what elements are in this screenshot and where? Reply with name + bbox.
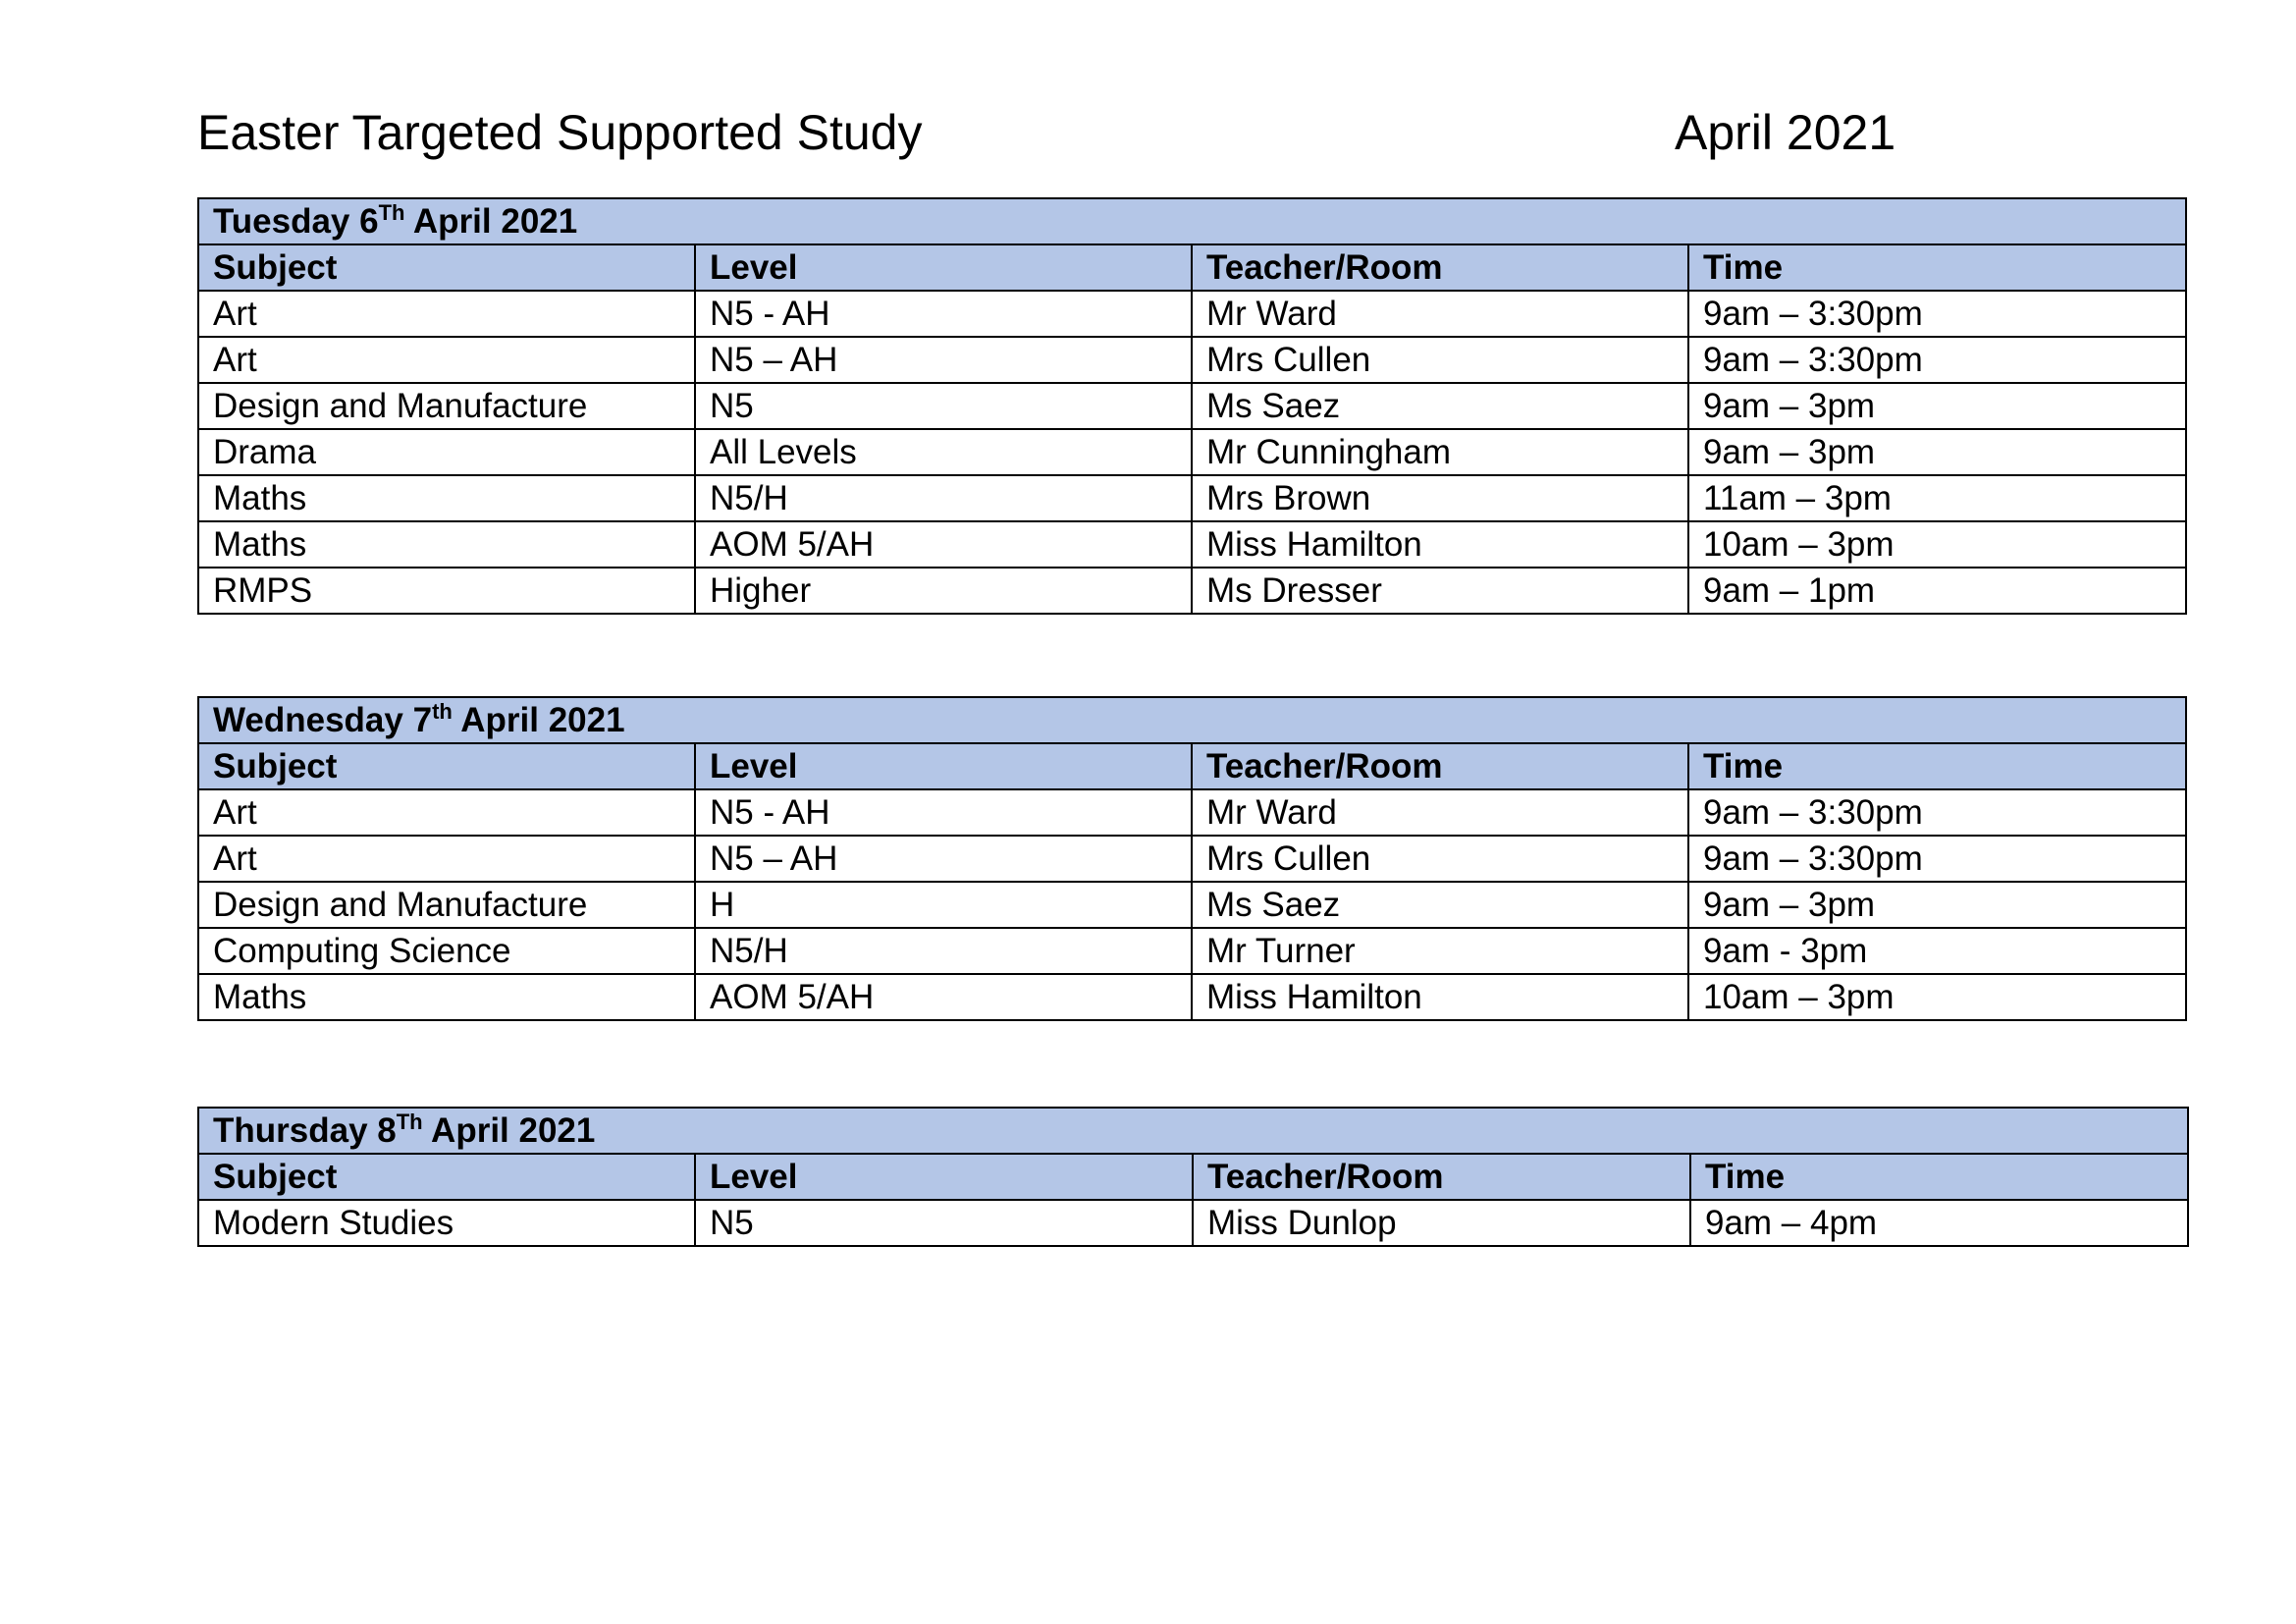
time-cell: 9am – 3:30pm <box>1688 789 2186 836</box>
subject-cell: Modern Studies <box>198 1200 695 1246</box>
teacher-cell: Mrs Cullen <box>1192 836 1688 882</box>
table-row <box>198 475 2186 521</box>
teacher-cell: Miss Hamilton <box>1192 521 1688 568</box>
level-cell: Higher <box>695 568 1192 614</box>
subject-cell: Art <box>198 836 695 882</box>
time-cell: 9am – 3pm <box>1688 383 2186 429</box>
day-header-row <box>198 198 2186 244</box>
level-cell: N5 – AH <box>695 337 1192 383</box>
time-cell: 9am – 3:30pm <box>1688 836 2186 882</box>
teacher-cell: Ms Saez <box>1192 882 1688 928</box>
document-title: Easter Targeted Supported Study <box>197 105 923 160</box>
day-heading: Thursday 8Th April 2021 <box>198 1108 2188 1154</box>
time-cell: 9am – 3:30pm <box>1688 337 2186 383</box>
subject-cell: Drama <box>198 429 695 475</box>
teacher-cell: Mrs Brown <box>1192 475 1688 521</box>
teacher-cell: Mrs Cullen <box>1192 337 1688 383</box>
subject-cell: Maths <box>198 974 695 1020</box>
teacher-cell: Miss Hamilton <box>1192 974 1688 1020</box>
schedule-table-wednesday <box>197 696 2187 1021</box>
document-date: April 2021 <box>1675 105 1896 160</box>
column-header-teacher-room: Teacher/Room <box>1192 244 1688 291</box>
schedule-table-thursday <box>197 1107 2189 1247</box>
level-cell: AOM 5/AH <box>695 974 1192 1020</box>
schedule-table-tuesday <box>197 197 2187 615</box>
column-header-teacher-room: Teacher/Room <box>1193 1154 1690 1200</box>
table-row <box>198 789 2186 836</box>
column-header-row <box>198 244 2186 291</box>
time-cell: 9am - 3pm <box>1688 928 2186 974</box>
time-cell: 10am – 3pm <box>1688 521 2186 568</box>
subject-cell: Maths <box>198 521 695 568</box>
level-cell: N5 - AH <box>695 789 1192 836</box>
subject-cell: RMPS <box>198 568 695 614</box>
level-cell: All Levels <box>695 429 1192 475</box>
teacher-cell: Mr Turner <box>1192 928 1688 974</box>
table-row <box>198 337 2186 383</box>
time-cell: 9am – 3pm <box>1688 429 2186 475</box>
level-cell: N5/H <box>695 475 1192 521</box>
table-row <box>198 882 2186 928</box>
table-row <box>198 429 2186 475</box>
subject-cell: Maths <box>198 475 695 521</box>
table-row <box>198 568 2186 614</box>
time-cell: 9am – 1pm <box>1688 568 2186 614</box>
table-row <box>198 521 2186 568</box>
subject-cell: Design and Manufacture <box>198 383 695 429</box>
column-header-subject: Subject <box>198 244 695 291</box>
teacher-cell: Ms Dresser <box>1192 568 1688 614</box>
subject-cell: Design and Manufacture <box>198 882 695 928</box>
level-cell: N5/H <box>695 928 1192 974</box>
column-header-row <box>198 743 2186 789</box>
level-cell: AOM 5/AH <box>695 521 1192 568</box>
subject-cell: Art <box>198 291 695 337</box>
table-row <box>198 1200 2188 1246</box>
table-row <box>198 974 2186 1020</box>
table-row <box>198 291 2186 337</box>
time-cell: 9am – 3:30pm <box>1688 291 2186 337</box>
teacher-cell: Miss Dunlop <box>1193 1200 1690 1246</box>
table-row <box>198 383 2186 429</box>
subject-cell: Computing Science <box>198 928 695 974</box>
day-heading: Tuesday 6Th April 2021 <box>198 198 2186 244</box>
column-header-subject: Subject <box>198 743 695 789</box>
teacher-cell: Ms Saez <box>1192 383 1688 429</box>
day-heading: Wednesday 7th April 2021 <box>198 697 2186 743</box>
teacher-cell: Mr Ward <box>1192 789 1688 836</box>
teacher-cell: Mr Ward <box>1192 291 1688 337</box>
column-header-level: Level <box>695 244 1192 291</box>
day-header-row <box>198 1108 2188 1154</box>
day-header-row <box>198 697 2186 743</box>
level-cell: N5 <box>695 1200 1193 1246</box>
time-cell: 11am – 3pm <box>1688 475 2186 521</box>
time-cell: 9am – 4pm <box>1690 1200 2188 1246</box>
column-header-row <box>198 1154 2188 1200</box>
column-header-time: Time <box>1688 244 2186 291</box>
column-header-time: Time <box>1690 1154 2188 1200</box>
table-row <box>198 928 2186 974</box>
column-header-time: Time <box>1688 743 2186 789</box>
time-cell: 10am – 3pm <box>1688 974 2186 1020</box>
level-cell: N5 – AH <box>695 836 1192 882</box>
level-cell: N5 - AH <box>695 291 1192 337</box>
column-header-teacher-room: Teacher/Room <box>1192 743 1688 789</box>
subject-cell: Art <box>198 337 695 383</box>
teacher-cell: Mr Cunningham <box>1192 429 1688 475</box>
table-row <box>198 836 2186 882</box>
column-header-subject: Subject <box>198 1154 695 1200</box>
column-header-level: Level <box>695 1154 1193 1200</box>
column-header-level: Level <box>695 743 1192 789</box>
subject-cell: Art <box>198 789 695 836</box>
level-cell: N5 <box>695 383 1192 429</box>
time-cell: 9am – 3pm <box>1688 882 2186 928</box>
level-cell: H <box>695 882 1192 928</box>
